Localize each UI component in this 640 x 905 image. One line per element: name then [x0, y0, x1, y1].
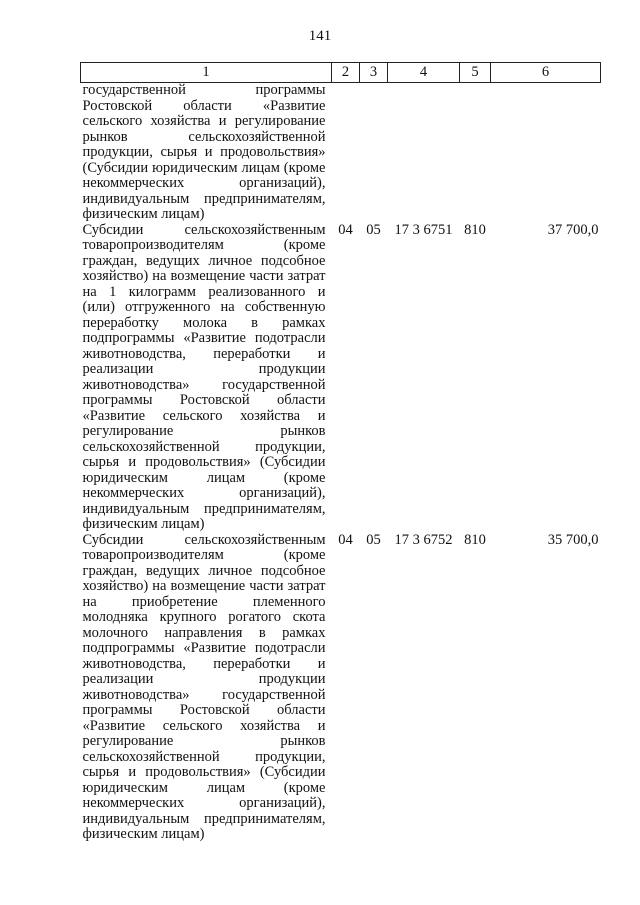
table-row — [81, 83, 601, 223]
row-amount: 37 700,0 — [547, 221, 599, 238]
row-description: Субсидии сельскохозяйственным товаропроизводителям (кроме граждан, ведущих личное подсобное хозяйство) на возмещение части затрат на приобретение племенного молодняка крупного рогатого скота молочного направления в рамках подпрограммы «Развитие подотрасли животноводства, переработки и реализации продукции животноводства» государственной программы Ростовской области «Развитие сельского хозяйства и регулирование рынков сельскохозяйственной продукции, сырья и продовольствия» (Субсидии юридическим лицам (кроме некоммерческих организаций), индивидуальным предпринимателям, физическим лицам) — [82, 531, 326, 842]
column-header: 2 — [332, 63, 360, 83]
row-amount: 35 700,0 — [547, 531, 599, 548]
row-subsection-code: 05 — [366, 531, 381, 548]
row-section-code — [332, 83, 360, 223]
column-header: 5 — [460, 63, 491, 83]
column-header: 3 — [360, 63, 388, 83]
row-subsection-code: 05 — [366, 221, 381, 238]
row-expense-type-code: 810 — [464, 531, 486, 548]
column-header: 1 — [81, 63, 332, 83]
row-section-code: 04 — [338, 221, 353, 238]
row-section-code: 04 — [338, 531, 353, 548]
column-header: 4 — [388, 63, 460, 83]
row-description: государственной программы Ростовской области «Развитие сельского хозяйства и регулирование рынков сельскохозяйственной продукции, сырья и продовольствия» (Субсидии юридическим лицам (кроме некоммерческих организаций), индивидуальным предпринимателям, физическим лицам) — [82, 82, 326, 222]
row-subsection-code — [360, 83, 388, 223]
row-expense-type-code: 810 — [464, 221, 486, 238]
row-target-code: 17 3 6752 — [394, 531, 453, 548]
table-row — [81, 533, 601, 843]
column-header: 6 — [491, 63, 601, 83]
row-target-code: 17 3 6751 — [394, 221, 453, 238]
row-expense-type-code — [460, 83, 491, 223]
table-header-row — [81, 63, 601, 83]
row-amount — [491, 83, 601, 223]
table-row — [81, 223, 601, 533]
page-number: 141 — [308, 28, 332, 44]
row-description: Субсидии сельскохозяйственным товаропроизводителям (кроме граждан, ведущих личное подсобное хозяйство) на возмещение части затрат на 1 килограмм реализованного и (или) отгруженного на собственную переработку молока в рамках подпрограммы «Развитие подотрасли животноводства, переработки и реализации продукции животноводства» государственной программы Ростовской области «Развитие сельского хозяйства и регулирование рынков сельскохозяйственной продукции, сырья и продовольствия» (Субсидии юридическим лицам (кроме некоммерческих организаций), индивидуальным предпринимателям, физическим лицам) — [82, 221, 326, 532]
budget-table — [80, 62, 601, 843]
row-target-code — [388, 83, 460, 223]
